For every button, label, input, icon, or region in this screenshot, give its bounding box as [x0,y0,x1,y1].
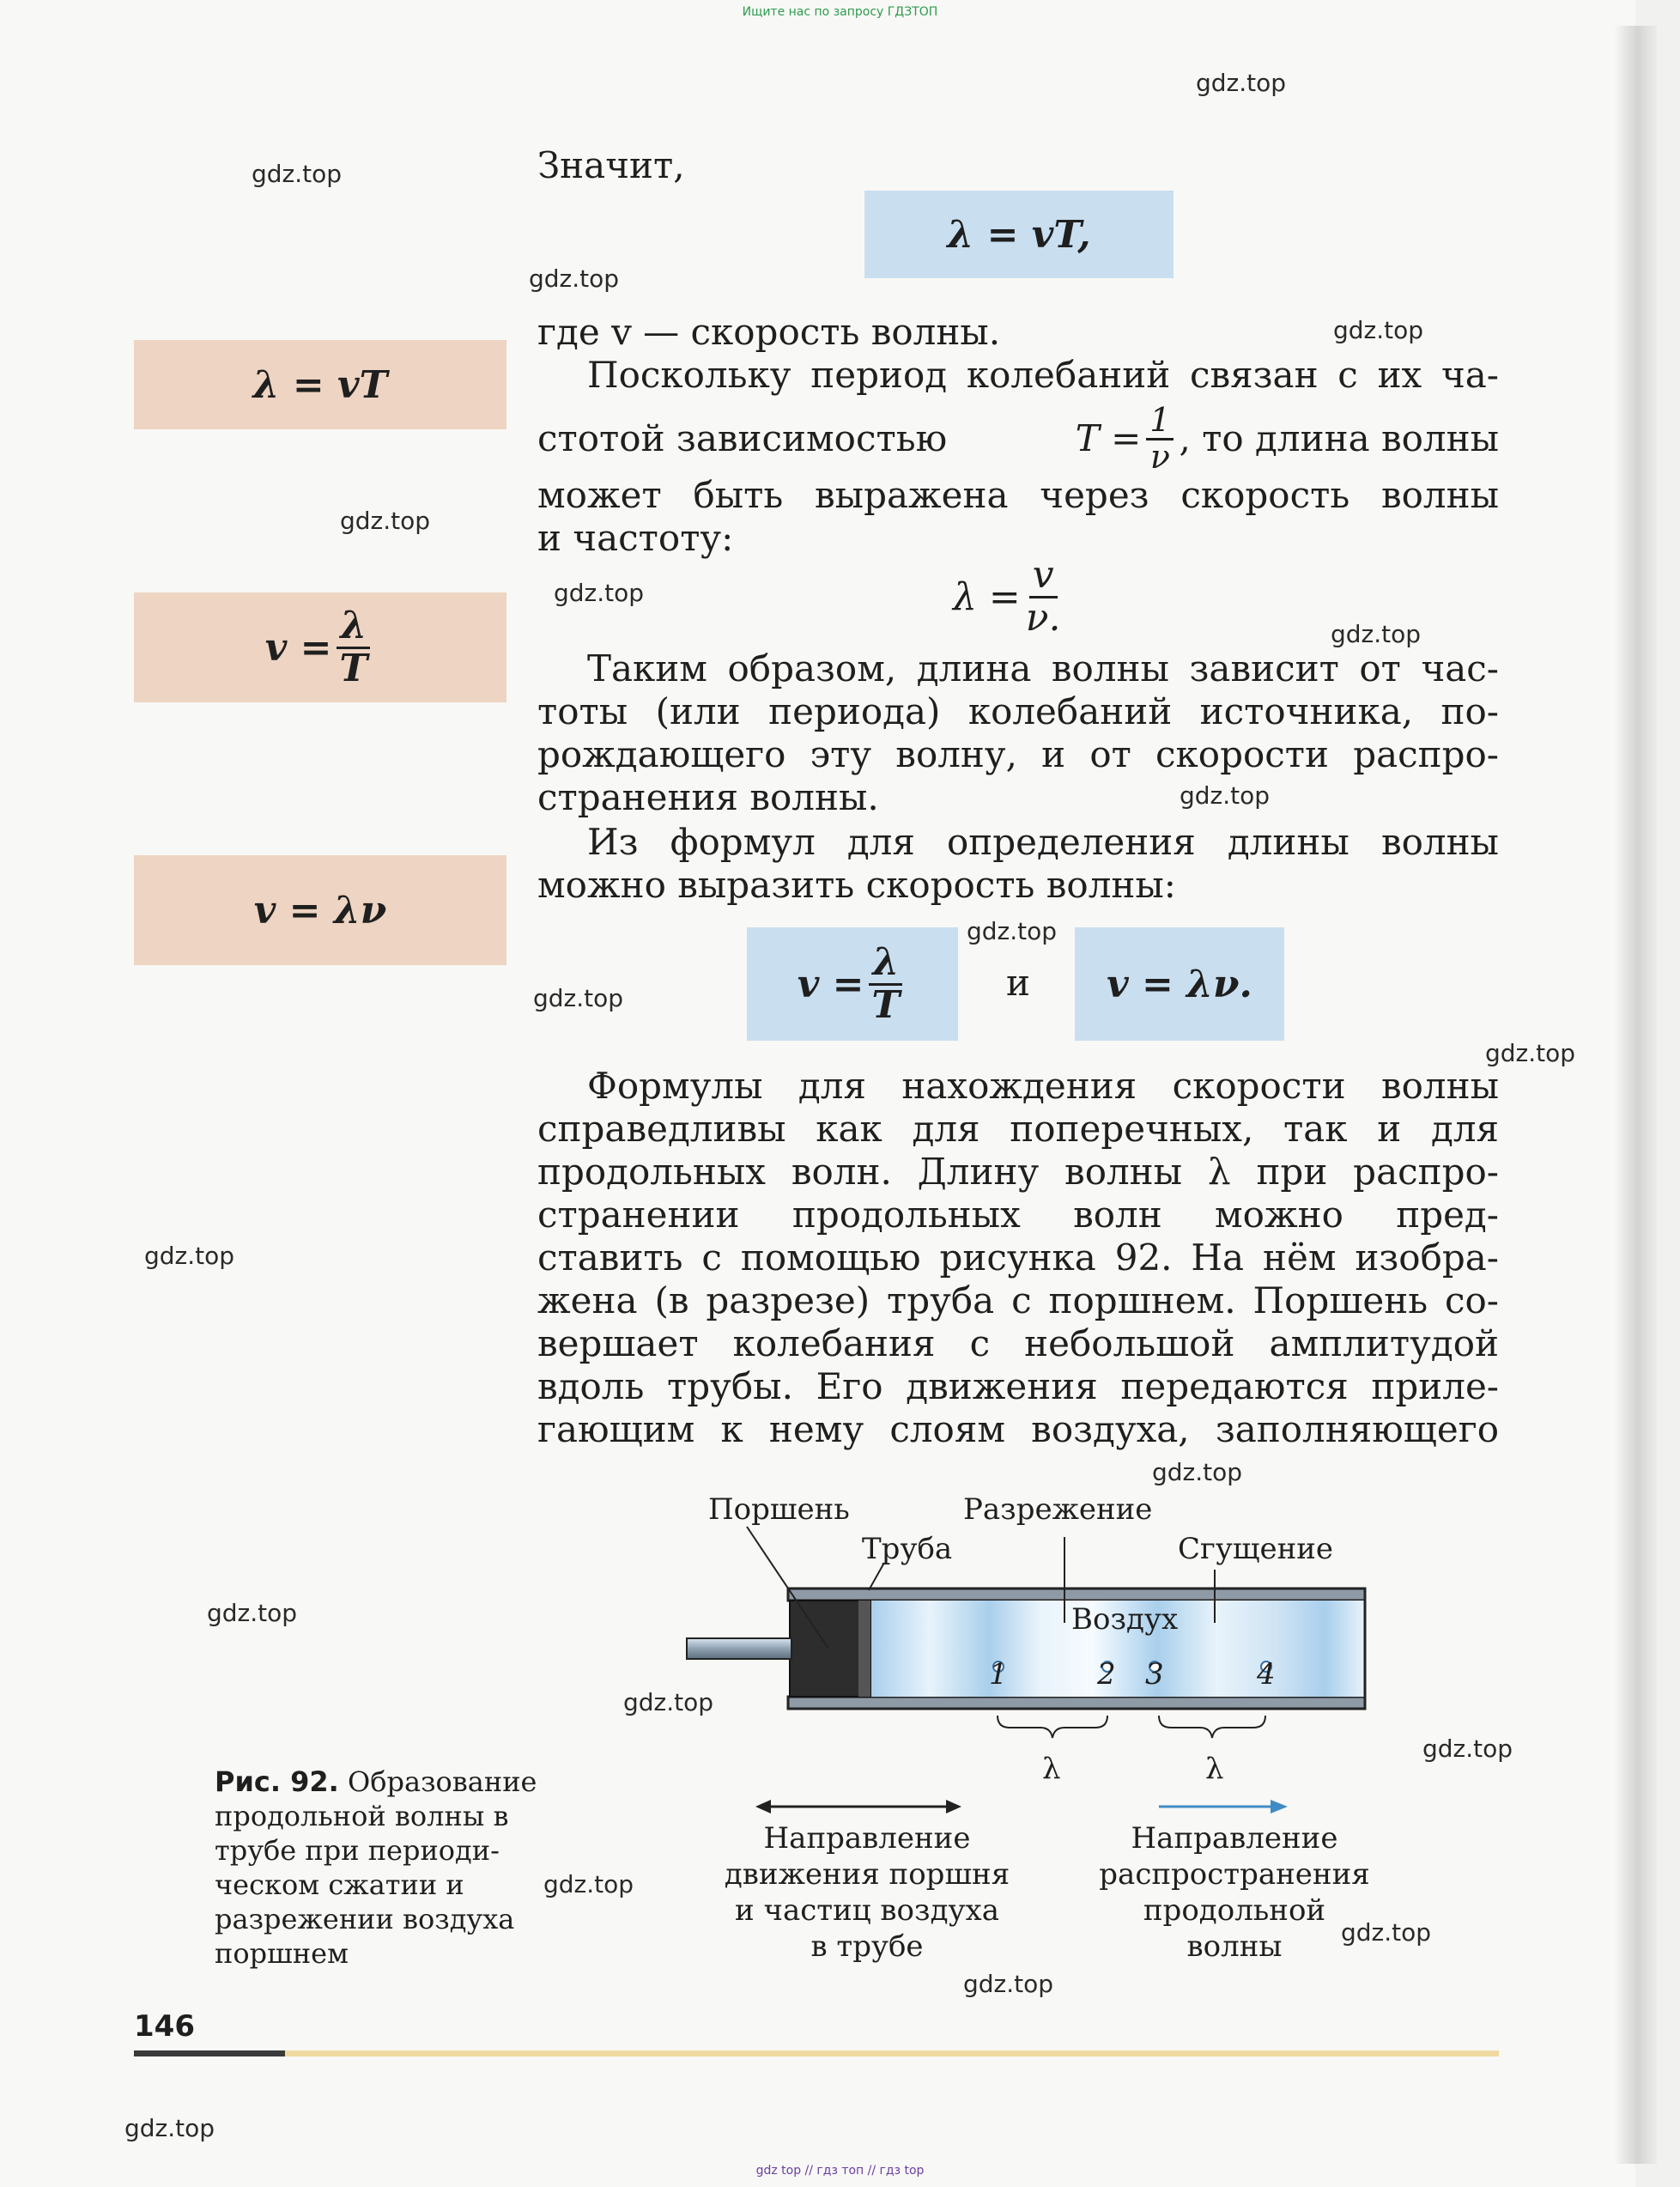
fraction-numerator: 1 [1146,404,1174,440]
watermark: gdz.top [529,264,620,293]
text-line: можно выразить скорость волны: [537,864,1176,906]
text-line: и частоту: [537,517,734,559]
watermark: gdz.top [554,579,645,607]
caption-label: Рис. 92. [215,1765,339,1798]
watermark: gdz.top [1331,620,1422,648]
dir-line: в трубе [810,1929,924,1964]
inline-formula [1075,401,1499,476]
direction-wave-text [1063,1820,1406,1965]
text-line: ставить с помощью рисунка 92. На нём изобра- [537,1236,1499,1279]
dir-line: и частиц воздуха [735,1893,999,1928]
speed-formula-box [1075,927,1284,1041]
piston-rod [687,1638,791,1659]
tube-top-wall [788,1589,1365,1601]
watermark: gdz.top [207,1599,298,1627]
caption-text: Образование продольной волны в трубе при периоди-ческом сжатии и разрежении воздуха поршнем [215,1765,537,1970]
formula-lhs: λ = [953,574,1021,619]
main-formula: λ = vT, [947,212,1091,257]
label-particle-4: 4 [1257,1657,1276,1692]
double-arrow-icon [755,1796,961,1817]
header-note: Ищите нас по запросу ГДЗТОП [742,5,938,19]
dir-line: движения поршня [724,1857,1010,1892]
side-formula-box [134,340,506,429]
side-formula-box [134,855,506,965]
label-tube: Труба [862,1532,953,1566]
fraction [869,940,902,1027]
formula-lhs: T = [1075,417,1142,460]
dir-line: волны [1186,1929,1283,1964]
fraction-denominator: ν. [1025,595,1061,640]
text-line: рождающего эту волну, и от скорости распро- [537,733,1499,775]
text-line: Таким образом, длина волны зависит от час- [587,647,1499,690]
piston-face [858,1601,870,1697]
label-particle-2: 2 [1097,1657,1116,1692]
text-fragment: стотой зависимостью [537,417,948,460]
text-line: Из формул для определения длины волны [587,821,1499,863]
lambda-brace-2 [1159,1716,1265,1738]
watermark: gdz.top [1341,1918,1432,1947]
text-line: продольных волн. Длину волны λ при распро- [537,1151,1499,1193]
piston [790,1601,870,1697]
fraction-denominator: ν [1149,437,1170,476]
watermark: gdz.top [963,1970,1054,1998]
fraction [337,606,370,688]
dir-line: Направление [1131,1821,1338,1856]
tube-bottom-wall [788,1697,1365,1709]
fraction [1146,401,1174,476]
text-line: справедливы как для поперечных, так и для [537,1108,1499,1150]
watermark: gdz.top [1422,1734,1513,1763]
fraction-denominator: T [339,646,368,690]
label-rarefaction: Разрежение [963,1492,1153,1527]
fraction-denominator: T [871,982,901,1027]
side-formula-speed-fraction [134,592,506,702]
watermark: gdz.top [623,1688,714,1716]
watermark: gdz.top [144,1242,235,1270]
fraction [1025,553,1061,640]
text-line: где v — скорость волны. [537,311,1001,353]
label-particle-1: 1 [989,1657,1008,1692]
label-compression: Сгущение [1178,1532,1334,1566]
footer-note: gdz top // гдз топ // гдз top [755,2164,925,2178]
label-lambda-1: λ [1042,1752,1061,1786]
watermark: gdz.top [543,1870,634,1898]
arrow-right-icon [1159,1796,1288,1817]
watermark: gdz.top [533,984,624,1012]
text-line: может быть выражена через скорость волны [537,474,1499,516]
side-formula-wavelength: λ = vT [252,362,388,407]
main-formula-box [864,191,1174,278]
direction-piston-text [687,1820,1047,1965]
fraction-numerator: λ [869,943,902,985]
text-line: Поскольку период колебаний связан с их ча- [587,354,1499,396]
label-air: Воздух [1071,1602,1179,1637]
text-line: странения волны. [537,776,879,818]
text-line: Значит, [537,144,685,186]
watermark: gdz.top [967,917,1058,945]
text-line: странении продольных волн можно пред- [537,1194,1499,1236]
page-edge-shadow [1614,26,1657,2164]
text-line: жена (в разрезе) труба с поршнем. Поршень со- [537,1279,1499,1321]
figure-caption [215,1765,575,1971]
dir-line: продольной [1143,1893,1326,1928]
footer-line-dark [134,2050,285,2056]
side-formula-box [134,592,506,702]
watermark: gdz.top [124,2114,215,2142]
formula-lhs: v = [264,625,332,670]
text-line: гающим к нему слоям воздуха, заполняющего [537,1408,1499,1450]
speed-formula-fraction [747,927,958,1041]
dir-line: распространения [1099,1857,1370,1892]
page-number: 146 [134,2009,195,2044]
watermark: gdz.top [340,507,431,535]
text-line-with-inline-formula [537,401,1499,476]
watermark: gdz.top [1196,69,1287,97]
formula-lhs: v = [797,962,864,1006]
formula-wavelength-frequency [953,550,1065,644]
side-formula-speed-product: v = λν [253,888,387,933]
label-lambda-2: λ [1205,1752,1224,1786]
label-particle-3: 3 [1145,1657,1164,1692]
lambda-brace-1 [998,1716,1107,1738]
text-line: тоты (или периода) колебаний источника, по- [537,690,1499,732]
watermark: gdz.top [1180,781,1271,810]
watermark: gdz.top [252,160,343,188]
text-line: Формулы для нахождения скорости волны [587,1065,1499,1107]
dir-line: Направление [763,1821,971,1856]
speed-formula-product: v = λν. [1107,962,1252,1006]
fraction-numerator: λ [337,606,370,648]
conjunction-and: и [1006,962,1030,1004]
text-fragment: , то длина волны [1179,417,1499,460]
text-line: вдоль трубы. Его движения передаются приле- [537,1365,1499,1407]
text-line: вершает колебания с небольшой амплитудой [537,1322,1499,1364]
label-piston: Поршень [708,1492,850,1527]
speed-formula-box [747,927,958,1041]
watermark: gdz.top [1485,1039,1576,1067]
footer-line-light [285,2050,1499,2056]
watermark: gdz.top [1333,316,1424,344]
fraction-numerator: v [1029,556,1058,598]
watermark: gdz.top [1152,1458,1243,1486]
